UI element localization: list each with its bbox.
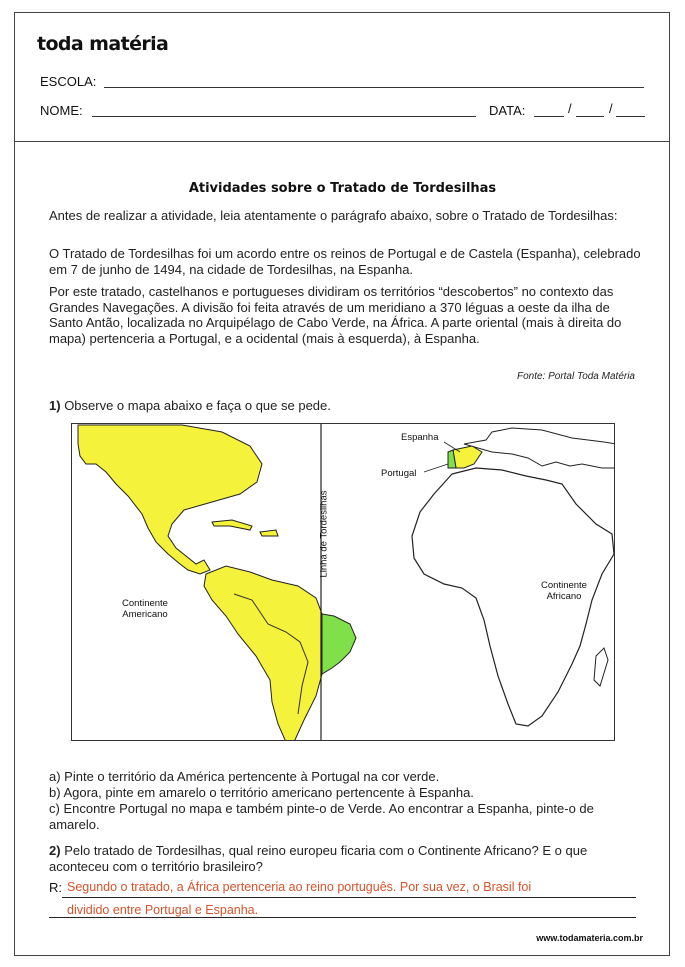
portugal-label: Portugal xyxy=(381,468,417,479)
footer-url: www.todamateria.com.br xyxy=(536,933,643,943)
tordesilhas-label: Linha de Tordesilhas xyxy=(318,490,330,578)
tordesilhas-label-wrap xyxy=(318,490,334,578)
question-1-text: Observe o mapa abaixo e faça o que se pede. xyxy=(64,398,331,413)
question-1 xyxy=(49,398,644,414)
date-separator: / xyxy=(568,101,572,116)
question-2 xyxy=(49,843,644,875)
page-title: Atividades sobre o Tratado de Tordesilhas xyxy=(188,181,497,196)
answer-label: R: xyxy=(49,880,62,895)
africa-label-line2: Africano xyxy=(546,591,582,602)
date-month-field[interactable] xyxy=(576,116,604,117)
answer-line-2[interactable] xyxy=(49,917,636,918)
paragraph-2: Por este tratado, castelhanos e portugueses dividiram os territórios “descobertos” no contexto das Grandes Navegações. A divisão foi feita através de um meridiano a 370 léguas a oeste da ilha de Santo Antão, localizada no Arquipélago de Cabo Verde, na África. A parte oriental (mais à direita do mapa) pertenceria a Portugal, e a ocidental (mais à esquerda), à Espanha. xyxy=(49,284,622,346)
world-map[interactable] xyxy=(71,423,615,741)
logo: toda matéria xyxy=(37,33,169,55)
question-1-item-c: c) Encontre Portugal no mapa e também pinte-o de Verde. Ao encontrar a Espanha, pinte-o de amarelo. xyxy=(49,801,594,832)
date-label: DATA: xyxy=(489,103,526,118)
answer-line-1-text: Segundo o tratado, a África pertenceria ao reino português. Por sua vez, o Brasil foi xyxy=(67,880,532,894)
intro-text: Antes de realizar a atividade, leia atentamente o parágrafo abaixo, sobre o Tratado de Tordesilhas: xyxy=(49,208,618,223)
question-1-item-b: b) Agora, pinte em amarelo o território americano pertencente à Espanha. xyxy=(49,785,474,800)
portugal-pointer xyxy=(424,464,448,472)
school-label: ESCOLA: xyxy=(40,74,97,89)
school-field[interactable] xyxy=(104,87,644,88)
spain-label: Espanha xyxy=(401,432,439,443)
name-field[interactable] xyxy=(92,116,476,117)
paragraph-1: O Tratado de Tordesilhas foi um acordo entre os reinos de Portugal e de Castela (Espanha), celebrado em 7 de junho de 1494, na cidade de Tordesilhas, na Espanha. xyxy=(49,246,641,277)
name-label: NOME: xyxy=(40,103,83,118)
madagascar-shape xyxy=(594,648,608,686)
europe-shape xyxy=(464,428,615,468)
question-1-item-a: a) Pinte o território da América pertencente à Portugal na cor verde. xyxy=(49,769,440,784)
answer-line-1[interactable] xyxy=(62,897,636,898)
africa-label-line1: Continente xyxy=(541,580,587,591)
america-label-line1: Continente xyxy=(122,598,168,609)
america-label xyxy=(115,598,175,620)
africa-label xyxy=(534,580,594,602)
date-year-field[interactable] xyxy=(616,116,645,117)
answer-line-2-text: dividido entre Portugal e Espanha. xyxy=(67,903,259,917)
spain-shape xyxy=(453,446,482,468)
date-day-field[interactable] xyxy=(534,116,564,117)
north-america-shape xyxy=(78,425,262,574)
caribbean-island xyxy=(260,530,278,536)
south-america-portuguese-shape xyxy=(322,614,356,674)
source-note: Fonte: Portal Toda Matéria xyxy=(516,371,635,382)
date-separator: / xyxy=(609,101,613,116)
header-divider xyxy=(14,141,670,142)
question-2-number: 2) xyxy=(49,843,61,858)
caribbean-islands xyxy=(212,520,252,530)
question-2-text: Pelo tratado de Tordesilhas, qual reino europeu ficaria com o Continente Africano? E o que aconteceu com o território brasileiro? xyxy=(49,843,588,874)
question-1-number: 1) xyxy=(49,398,61,413)
america-label-line2: Americano xyxy=(122,609,168,620)
